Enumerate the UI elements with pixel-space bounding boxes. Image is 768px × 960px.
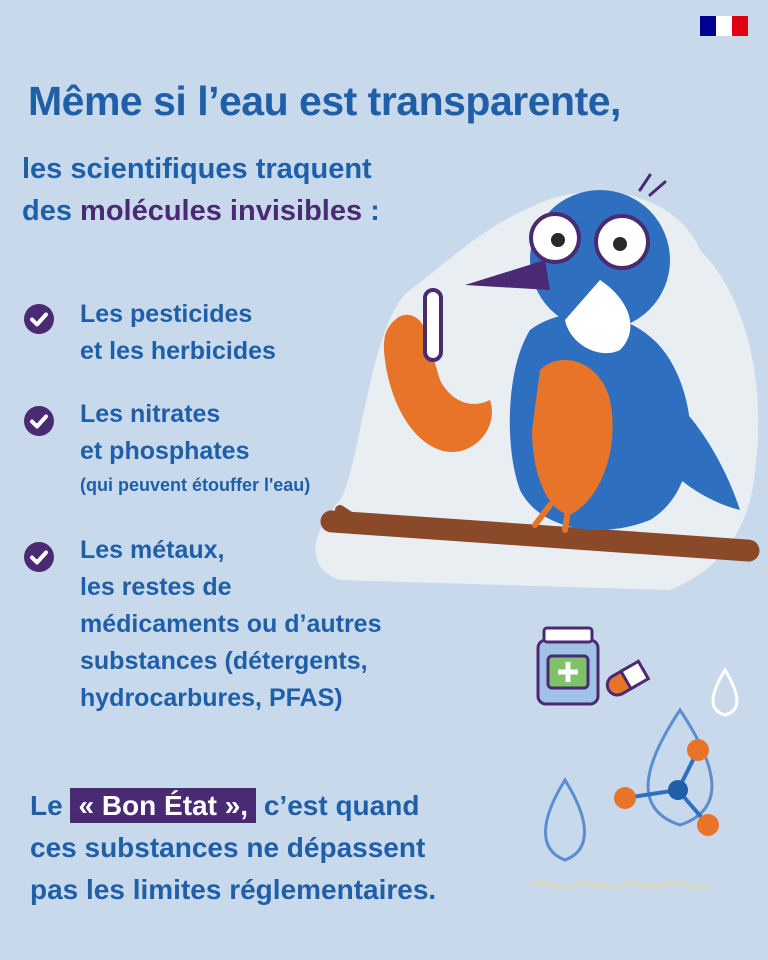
- subtitle-accent: molécules invisibles: [80, 195, 363, 227]
- list-item-line: substances (détergents,: [80, 647, 368, 675]
- list-item-line: et phosphates: [80, 437, 250, 465]
- subtitle-prefix: des: [22, 195, 81, 227]
- subtitle-suffix: :: [362, 195, 380, 227]
- check-circle-icon: [24, 542, 54, 572]
- molecule-icon: [614, 739, 719, 836]
- list-item-line: hydrocarbures, PFAS): [80, 684, 343, 712]
- list-item-line: et les herbicides: [80, 337, 276, 365]
- footer-line-2: ces substances ne dépassent: [30, 832, 426, 863]
- bon-etat-highlight: « Bon État »,: [70, 788, 256, 823]
- check-circle-icon: [24, 406, 54, 436]
- medicine-bottle-icon: [538, 628, 648, 704]
- list-item-line: les restes de: [80, 573, 232, 601]
- page-title: Même si l’eau est transparente,: [28, 78, 621, 124]
- french-flag-icon: [700, 16, 748, 36]
- list-item-note: (qui peuvent étouffer l'eau): [80, 475, 311, 495]
- footer-line-1: [30, 785, 436, 827]
- list-item-line: Les métaux,: [80, 536, 225, 564]
- water-drop-icon: [713, 670, 737, 715]
- check-circle-icon: [24, 304, 54, 334]
- decorations: [510, 610, 760, 950]
- water-drop-icon: [545, 710, 711, 860]
- footer-suffix: c’est quand: [256, 790, 420, 821]
- list-item-line: Les nitrates: [80, 400, 221, 428]
- subtitle-line-1: les scientifiques traquent: [22, 153, 372, 185]
- footer-line-3: pas les limites réglementaires.: [30, 874, 437, 905]
- list-item-line: Les pesticides: [80, 300, 253, 328]
- kingfisher-scientist-illustration: [300, 170, 768, 600]
- list-item-line: médicaments ou d’autres: [80, 610, 382, 638]
- footer-prefix: Le: [30, 790, 71, 821]
- footer: [30, 785, 436, 911]
